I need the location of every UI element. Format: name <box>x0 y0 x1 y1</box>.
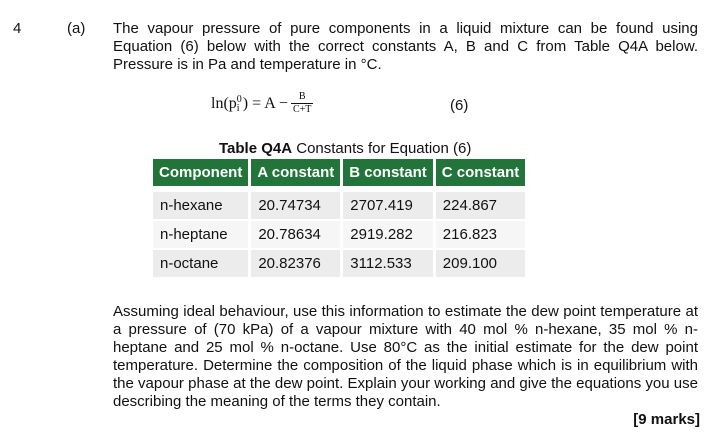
table-caption <box>219 140 471 157</box>
cell-b: 2919.282 <box>343 221 433 250</box>
table-row <box>153 186 525 221</box>
cell-a: 20.74734 <box>251 186 340 221</box>
equation-lhs: ln(p <box>211 94 237 112</box>
cell-a: 20.82376 <box>251 250 340 279</box>
cell-b: 3112.533 <box>343 250 433 279</box>
cell-a: 20.78634 <box>251 221 340 250</box>
equation-subscript: i <box>236 102 240 114</box>
cell-component: n-heptane <box>153 221 248 250</box>
header-a-constant: A constant <box>251 159 340 186</box>
intro-paragraph: The vapour pressure of pure components in a liquid mixture can be found using Equation (6) below with the correct constants A, B and C from Table Q4A below. Pressure is in Pa and temperature in °C. <box>113 20 698 73</box>
table-row <box>153 221 525 250</box>
cell-b: 2707.419 <box>343 186 433 221</box>
equation-numerator: B <box>298 91 306 102</box>
equation-fraction <box>291 91 313 116</box>
cell-component: n-hexane <box>153 186 248 221</box>
marks-label: [9 marks] <box>633 411 700 428</box>
question-number: 4 <box>13 20 22 37</box>
cell-c: 224.867 <box>436 186 526 221</box>
equation-denominator: C+T <box>292 104 312 115</box>
vapour-pressure-equation <box>211 91 313 116</box>
equation-number: (6) <box>450 97 469 114</box>
equation-superscript: 0 <box>236 93 242 105</box>
cell-c: 209.100 <box>436 250 526 279</box>
header-b-constant: B constant <box>343 159 433 186</box>
cell-c: 216.823 <box>436 221 526 250</box>
header-c-constant: C constant <box>436 159 526 186</box>
table-row <box>153 250 525 279</box>
equation-sup-sub <box>237 95 242 113</box>
table-caption-rest: Constants for Equation (6) <box>292 140 472 157</box>
header-component: Component <box>153 159 248 186</box>
table-header-row <box>153 159 525 186</box>
task-paragraph: Assuming ideal behaviour, use this information to estimate the dew point temperature at a pressure of (70 kPa) of a vapour mixture with 40 mol % n-hexane, 35 mol % n-heptane and 25 mol % n-octane. Use 80°C as the initial estimate for the dew point temperature. Determine the composition of the liquid phase which is in equilibrium with the vapour phase at the dew point. Explain your working and give the equations you use describing the meaning of the terms they contain. <box>113 303 698 410</box>
cell-component: n-octane <box>153 250 248 279</box>
table-caption-bold: Table Q4A <box>219 140 293 157</box>
constants-table <box>150 159 528 279</box>
equation-mid: ) = A − <box>242 94 288 112</box>
question-part: (a) <box>67 20 86 37</box>
